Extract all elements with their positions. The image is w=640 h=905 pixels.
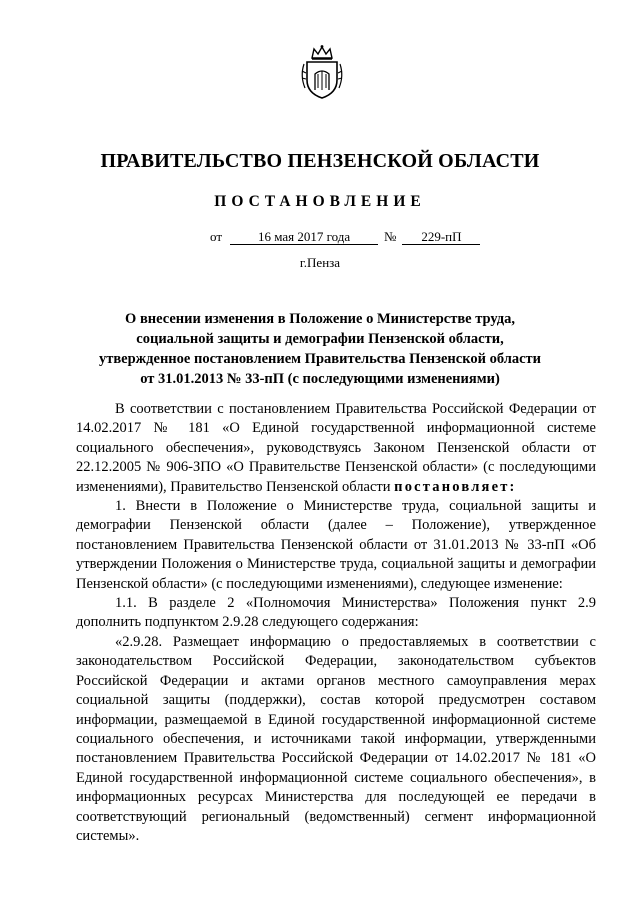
preamble-text: В соответствии с постановлением Правительства Российской Федерации от 14.02.2017 № 181 «О Единой государственной информационной системе социального обеспечения», руководствуясь Законом Пензенской области от 22.12.2005 № 906-ЗПО «О Правительстве Пензенской области» (с последующими изменениями), Правительство Пензенской области — [76, 401, 596, 495]
resolves-word: постановляет: — [394, 478, 517, 495]
government-title: ПРАВИТЕЛЬСТВО ПЕНЗЕНСКОЙ ОБЛАСТИ — [100, 150, 540, 172]
date-value: 16 мая 2017 года — [230, 229, 378, 245]
document-body — [76, 400, 596, 846]
document-heading: О внесении изменения в Положение о Министерстве труда, социальной защиты и демографии Пензенской области, утвержденное постановлением Правительства Пензенской области от 31.01.2013 № 33-пП (с последующими изменениями) — [98, 311, 542, 387]
city: г.Пенза — [299, 255, 341, 270]
document-type: ПОСТАНОВЛЕНИЕ — [214, 193, 426, 210]
number-value: 229-пП — [402, 229, 480, 245]
paragraph-1: 1. Внести в Положение о Министерстве труда, социальной защиты и демографии Пензенской области (далее – Положение), утвержденное постановлением Правительства Пензенской области от 31.01.2013 № 33-пП «Об утверждении Положения о Министерстве труда, социальной защиты и демографии Пензенской области» (с последующими изменениями), следующее изменение: — [76, 498, 596, 592]
paragraph-preamble — [76, 400, 596, 497]
paragraph-2-9-28: «2.9.28. Размещает информацию о предоставляемых в соответствии с законодательством Российской Федерации, законодательством субъектов Российской Федерации и актами органов местного самоуправления мерах социальной защиты (поддержки), состав которой предусмотрен составом информации, размещаемой в Единой государственной информационной системе социального обеспечения, и источниками такой информации, утвержденными постановлением Правительства Российской Федерации от 14.02.2017 № 181 «О Единой государственной информационной системе социального обеспечения», в информационных ресурсах Министерства для последующей ее передачи в соответствующий региональный (ведомственный) сегмент информационной системы». — [76, 633, 596, 844]
date-label: от — [210, 229, 223, 244]
paragraph-1-1: 1.1. В разделе 2 «Полномочия Министерства» Положения пункт 2.9 дополнить подпунктом 2.9.28 следующего содержания: — [76, 595, 596, 631]
date-number-line — [210, 229, 480, 245]
coat-of-arms-emblem — [299, 44, 345, 100]
number-label: № — [384, 229, 397, 244]
